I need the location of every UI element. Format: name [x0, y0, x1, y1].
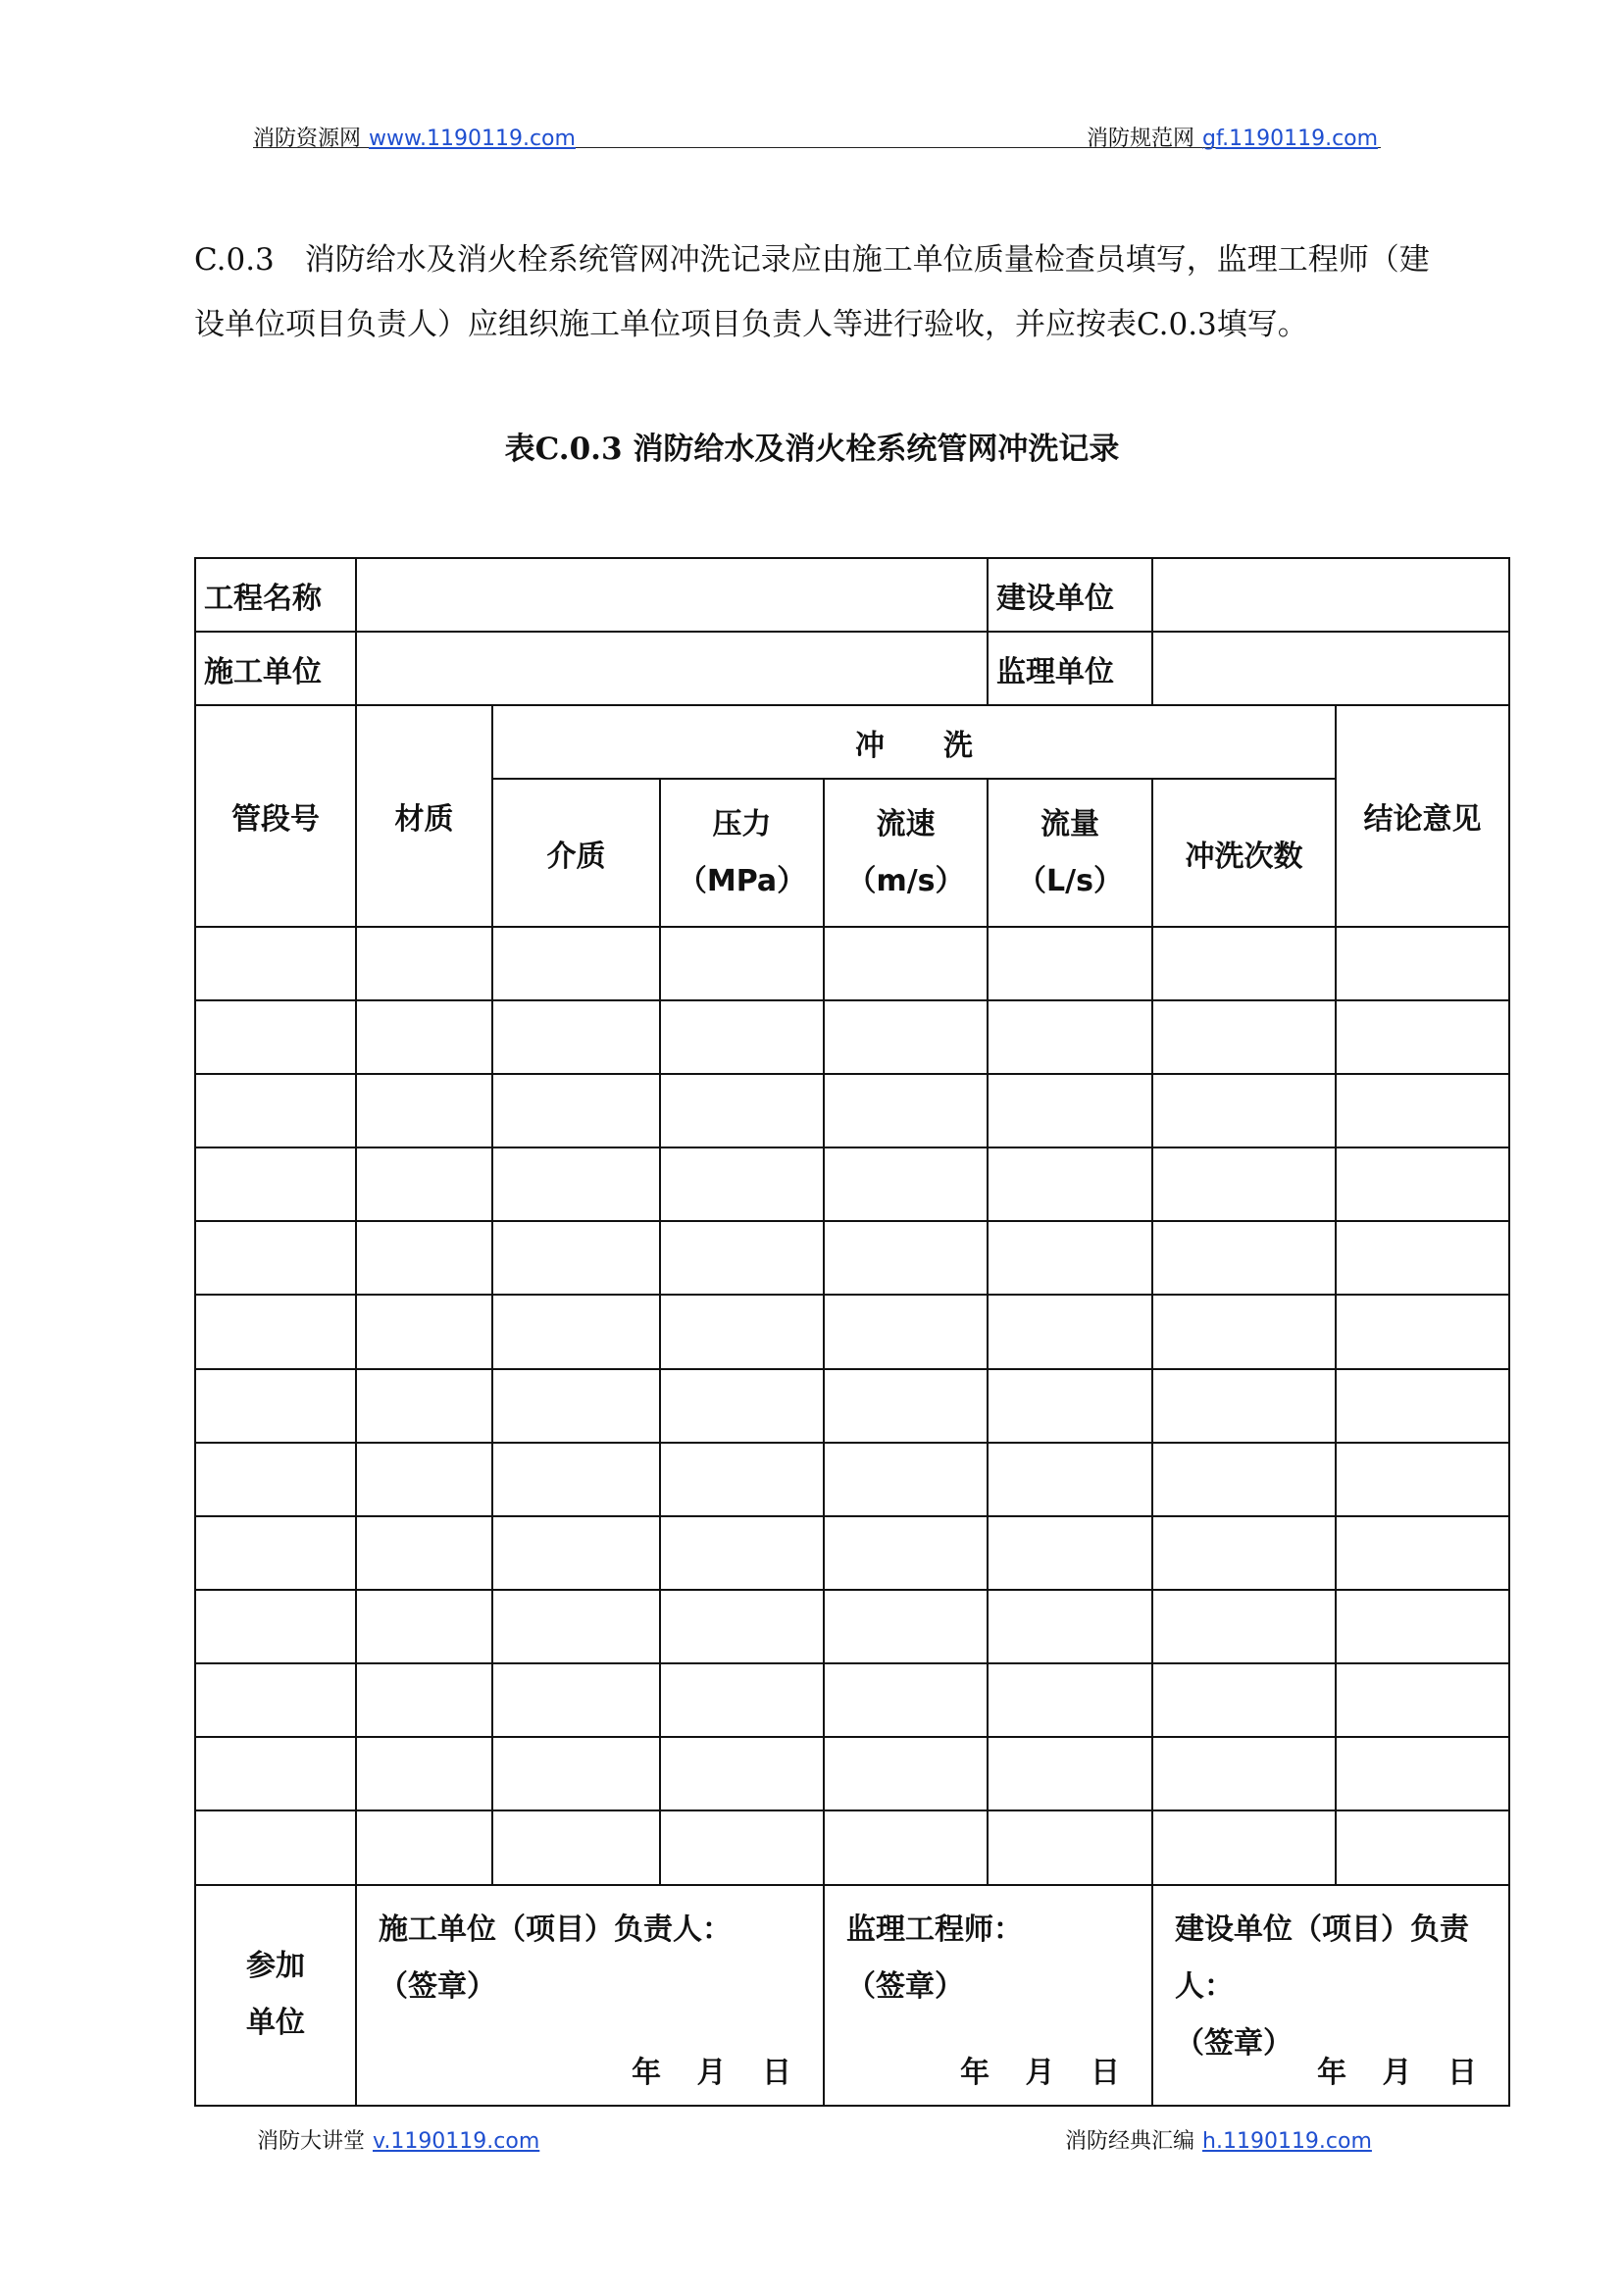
table-cell[interactable]: [660, 1221, 824, 1295]
sign-owner-seal: （签章）: [1175, 2025, 1293, 2061]
table-cell[interactable]: [988, 1074, 1152, 1147]
footer-right: [1065, 2124, 1372, 2155]
table-cell[interactable]: [1152, 1516, 1336, 1590]
col-section: 管段号: [195, 705, 356, 926]
table-cell[interactable]: [988, 1295, 1152, 1368]
table-row: [195, 1221, 1509, 1295]
col-flow-unit: （L/s）: [1017, 863, 1123, 898]
table-cell[interactable]: [356, 1516, 492, 1590]
footer-right-site: 消防经典汇编: [1065, 2129, 1195, 2154]
col-conclusion: 结论意见: [1336, 705, 1509, 926]
header-left-link[interactable]: www.1190119.com: [369, 127, 576, 151]
table-row: [195, 1443, 1509, 1516]
table-cell[interactable]: [660, 1000, 824, 1074]
table-cell[interactable]: [1152, 1737, 1336, 1810]
table-cell[interactable]: [356, 1000, 492, 1074]
table-cell[interactable]: [356, 1295, 492, 1368]
table-cell[interactable]: [492, 1737, 660, 1810]
participants-label-1: 参加: [246, 1949, 305, 1984]
table-cell[interactable]: [356, 1443, 492, 1516]
page-footer: [0, 2118, 1624, 2158]
col-pressure-unit: （MPa）: [677, 863, 807, 898]
signature-row: [195, 1885, 1509, 2106]
header-right-link[interactable]: gf.1190119.com: [1202, 127, 1379, 151]
table-cell[interactable]: [195, 1295, 356, 1368]
col-medium: 介质: [492, 779, 660, 926]
table-cell[interactable]: [824, 1443, 988, 1516]
table-cell[interactable]: [660, 1663, 824, 1737]
table-cell[interactable]: [988, 1663, 1152, 1737]
supervision-unit-field[interactable]: [1152, 632, 1509, 705]
flush-group-header: 冲 洗: [492, 705, 1336, 779]
table-cell[interactable]: [988, 1147, 1152, 1221]
table-row: [195, 1295, 1509, 1368]
col-times: 冲洗次数: [1152, 779, 1336, 926]
table-cell[interactable]: [1152, 1590, 1336, 1663]
col-pressure: [660, 779, 824, 926]
table-cell[interactable]: [1152, 1147, 1336, 1221]
table-cell[interactable]: [660, 1516, 824, 1590]
table-cell[interactable]: [988, 927, 1152, 1000]
table-cell[interactable]: [195, 1443, 356, 1516]
table-cell[interactable]: [824, 1516, 988, 1590]
sign-owner-date: 年 月 日: [1317, 2056, 1479, 2090]
table-cell[interactable]: [1152, 1443, 1336, 1516]
table-caption: 表C.0.3 消防给水及消火栓系统管网冲洗记录: [504, 432, 1120, 467]
participants-label-2: 单位: [246, 2006, 305, 2041]
table-cell[interactable]: [988, 1590, 1152, 1663]
header-left: [253, 122, 576, 152]
table-cell[interactable]: [492, 1221, 660, 1295]
table-cell[interactable]: [824, 1221, 988, 1295]
table-cell[interactable]: [492, 1443, 660, 1516]
col-velocity-label: 流速: [876, 806, 936, 841]
table-cell[interactable]: [1336, 1074, 1509, 1147]
table-cell[interactable]: [824, 1737, 988, 1810]
table-cell[interactable]: [1336, 1147, 1509, 1221]
table-cell[interactable]: [824, 1663, 988, 1737]
table-cell[interactable]: [492, 1147, 660, 1221]
table-cell[interactable]: [492, 1295, 660, 1368]
table-cell[interactable]: [660, 927, 824, 1000]
table-cell[interactable]: [1336, 1000, 1509, 1074]
table-cell[interactable]: [195, 1590, 356, 1663]
page-header: [0, 116, 1624, 155]
table-cell[interactable]: [492, 1369, 660, 1443]
sign-builder-cell[interactable]: [356, 1885, 824, 2106]
table-row: [195, 1810, 1509, 1884]
table-row: [195, 1000, 1509, 1074]
header-right: [1087, 122, 1378, 152]
header-row-1: [195, 705, 1509, 779]
table-cell[interactable]: [356, 1147, 492, 1221]
table-cell[interactable]: [356, 1074, 492, 1147]
sign-supervisor-date: 年 月 日: [960, 2056, 1122, 2090]
sign-owner-cell[interactable]: [1152, 1885, 1509, 2106]
table-cell[interactable]: [660, 1147, 824, 1221]
table-row: [195, 927, 1509, 1000]
table-row: [195, 1663, 1509, 1737]
form-row-builder: [195, 632, 1509, 705]
footer-left: [257, 2124, 539, 2155]
sign-supervisor-cell[interactable]: [824, 1885, 1152, 2106]
table-cell[interactable]: [1152, 1074, 1336, 1147]
table-cell[interactable]: [1336, 1663, 1509, 1737]
table-cell[interactable]: [356, 1221, 492, 1295]
construction-unit-label: 建设单位: [988, 558, 1152, 632]
table-cell[interactable]: [988, 1810, 1152, 1884]
col-velocity-unit: （m/s）: [846, 863, 965, 898]
sign-supervisor-title: 监理工程师：: [846, 1912, 1023, 1947]
table-cell[interactable]: [660, 1369, 824, 1443]
table-cell[interactable]: [195, 1074, 356, 1147]
table-cell[interactable]: [824, 1147, 988, 1221]
supervision-unit-label: 监理单位: [988, 632, 1152, 705]
table-cell[interactable]: [356, 927, 492, 1000]
table-cell[interactable]: [356, 1663, 492, 1737]
table-cell[interactable]: [824, 1000, 988, 1074]
table-cell[interactable]: [824, 927, 988, 1000]
table-cell[interactable]: [824, 1810, 988, 1884]
footer-right-link[interactable]: h.1190119.com: [1202, 2129, 1372, 2154]
form-row-project: [195, 558, 1509, 632]
table-cell[interactable]: [356, 1810, 492, 1884]
table-cell[interactable]: [195, 1221, 356, 1295]
table-cell[interactable]: [1336, 1443, 1509, 1516]
sign-builder-date: 年 月 日: [632, 2056, 793, 2090]
flush-record-table: [194, 557, 1510, 2107]
builder-label: 施工单位: [195, 632, 356, 705]
table-cell[interactable]: [195, 1663, 356, 1737]
project-name-label: 工程名称: [195, 558, 356, 632]
table-cell[interactable]: [492, 1000, 660, 1074]
table-cell[interactable]: [1152, 1295, 1336, 1368]
participants-label: [195, 1885, 356, 2106]
footer-left-site: 消防大讲堂: [257, 2129, 366, 2154]
table-cell[interactable]: [1152, 1369, 1336, 1443]
table-cell[interactable]: [195, 1516, 356, 1590]
table-cell[interactable]: [1336, 1295, 1509, 1368]
col-velocity: [824, 779, 988, 926]
table-cell[interactable]: [824, 1590, 988, 1663]
table-row: [195, 1737, 1509, 1810]
sign-owner-title: 建设单位（项目）负责人：: [1175, 1912, 1469, 2004]
table-cell[interactable]: [660, 1737, 824, 1810]
table-cell[interactable]: [1336, 1590, 1509, 1663]
sign-builder-seal: （签章）: [379, 1968, 496, 2004]
sign-supervisor-seal: （签章）: [846, 1968, 964, 2004]
builder-field[interactable]: [356, 632, 988, 705]
table-cell[interactable]: [824, 1074, 988, 1147]
table-row: [195, 1516, 1509, 1590]
data-rows: [195, 927, 1509, 1885]
col-pressure-label: 压力: [712, 806, 772, 841]
col-flow-label: 流量: [1040, 806, 1099, 841]
footer-left-link[interactable]: v.1190119.com: [373, 2129, 540, 2154]
table-row: [195, 1074, 1509, 1147]
table-cell[interactable]: [988, 1221, 1152, 1295]
table-cell[interactable]: [1336, 1516, 1509, 1590]
header-left-site: 消防资源网: [253, 127, 362, 151]
table-cell[interactable]: [1152, 927, 1336, 1000]
table-cell[interactable]: [195, 1369, 356, 1443]
clause-paragraph: C.0.3 消防给水及消火栓系统管网冲洗记录应由施工单位质量检查员填写，监理工程师（建设单位项目负责人）应组织施工单位项目负责人等进行验收，并应按表C.0.3填写。: [194, 242, 1430, 342]
col-flow: [988, 779, 1152, 926]
table-cell[interactable]: [492, 927, 660, 1000]
table-cell[interactable]: [1336, 1221, 1509, 1295]
project-name-field[interactable]: [356, 558, 988, 632]
table-cell[interactable]: [492, 1074, 660, 1147]
table-cell[interactable]: [988, 1443, 1152, 1516]
table-cell[interactable]: [195, 1000, 356, 1074]
table-cell[interactable]: [660, 1295, 824, 1368]
table-cell[interactable]: [492, 1516, 660, 1590]
table-cell[interactable]: [195, 927, 356, 1000]
table-cell[interactable]: [824, 1369, 988, 1443]
table-cell[interactable]: [356, 1737, 492, 1810]
table-cell[interactable]: [1152, 1810, 1336, 1884]
table-cell[interactable]: [1336, 927, 1509, 1000]
table-cell[interactable]: [356, 1369, 492, 1443]
table-cell[interactable]: [1152, 1000, 1336, 1074]
table-cell[interactable]: [1336, 1737, 1509, 1810]
sign-builder-title: 施工单位（项目）负责人：: [379, 1912, 732, 1947]
table-cell[interactable]: [660, 1810, 824, 1884]
construction-unit-field[interactable]: [1152, 558, 1509, 632]
table-cell[interactable]: [1152, 1663, 1336, 1737]
header-right-site: 消防规范网: [1087, 127, 1195, 151]
table-cell[interactable]: [988, 1000, 1152, 1074]
table-cell[interactable]: [195, 1810, 356, 1884]
table-row: [195, 1147, 1509, 1221]
table-cell[interactable]: [660, 1443, 824, 1516]
table-cell[interactable]: [492, 1663, 660, 1737]
table-cell[interactable]: [988, 1516, 1152, 1590]
table-cell[interactable]: [492, 1810, 660, 1884]
table-cell[interactable]: [988, 1369, 1152, 1443]
table-cell[interactable]: [824, 1295, 988, 1368]
table-cell[interactable]: [988, 1737, 1152, 1810]
table-cell[interactable]: [660, 1590, 824, 1663]
table-cell[interactable]: [195, 1147, 356, 1221]
table-cell[interactable]: [1152, 1221, 1336, 1295]
col-material: 材质: [356, 705, 492, 926]
table-cell[interactable]: [660, 1074, 824, 1147]
table-row: [195, 1369, 1509, 1443]
table-cell[interactable]: [1336, 1810, 1509, 1884]
table-row: [195, 1590, 1509, 1663]
table-cell[interactable]: [492, 1590, 660, 1663]
table-cell[interactable]: [1336, 1369, 1509, 1443]
table-cell[interactable]: [195, 1737, 356, 1810]
table-cell[interactable]: [356, 1590, 492, 1663]
